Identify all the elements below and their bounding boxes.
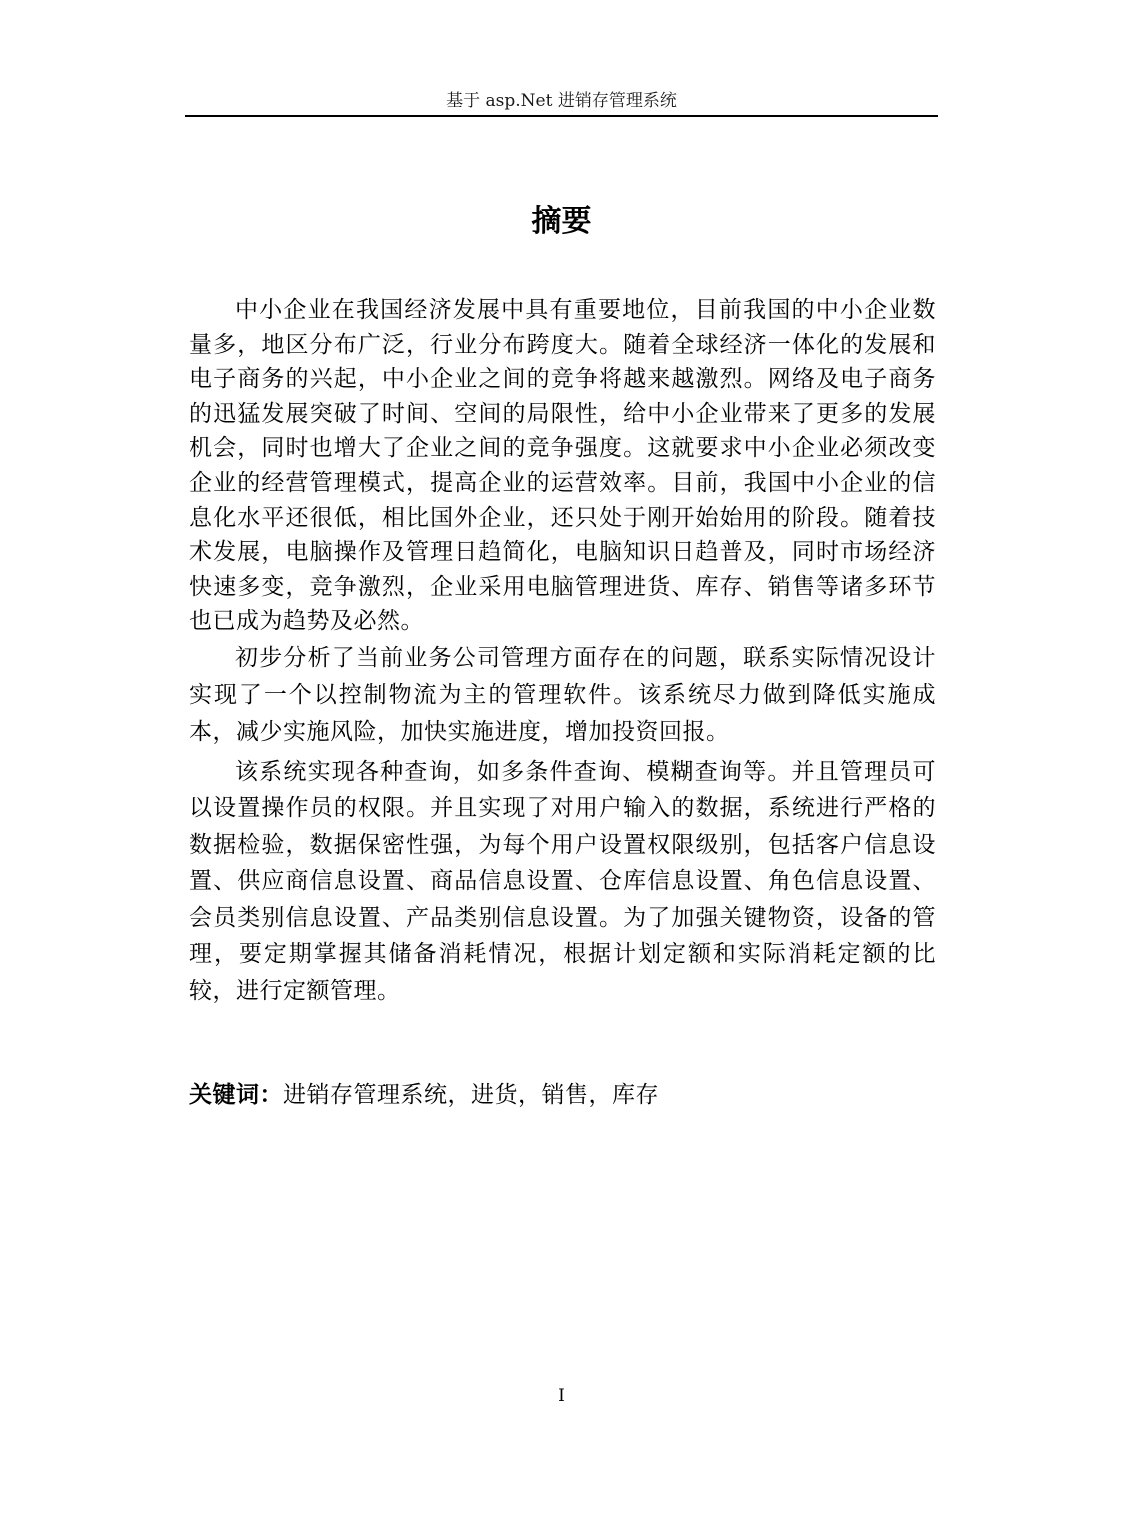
page-number: I bbox=[558, 1386, 565, 1406]
keywords-line bbox=[189, 1078, 936, 1112]
header-rule bbox=[185, 115, 938, 117]
abstract-paragraph-2: 初步分析了当前业务公司管理方面存在的问题，联系实际情况设计实现了一个以控制物流为主的管理软件。该系统尽力做到降低实施成本，减少实施风险，加快实施进度，增加投资回报。 bbox=[189, 644, 936, 745]
abstract-paragraph-3: 该系统实现各种查询，如多条件查询、模糊查询等。并且管理员可以设置操作员的权限。并且实现了对用户输入的数据，系统进行严格的数据检验，数据保密性强，为每个用户设置权限级别，包括客户信息设置、供应商信息设置、商品信息设置、仓库信息设置、角色信息设置、会员类别信息设置、产品类别信息设置。为了加强关键物资，设备的管理，要定期掌握其储备消耗情况，根据计划定额和实际消耗定额的比较，进行定额管理。 bbox=[189, 758, 936, 1004]
keywords-label: 关键词： bbox=[189, 1082, 283, 1108]
running-header: 基于 asp.Net 进销存管理系统 bbox=[446, 91, 677, 111]
keywords-text: 进销存管理系统，进货，销售，库存 bbox=[283, 1082, 659, 1108]
abstract-title: 摘要 bbox=[531, 204, 592, 239]
abstract-paragraph-1: 中小企业在我国经济发展中具有重要地位，目前我国的中小企业数量多，地区分布广泛，行业分布跨度大。随着全球经济一体化的发展和电子商务的兴起，中小企业之间的竞争将越来越激烈。网络及电子商务的迅猛发展突破了时间、空间的局限性，给中小企业带来了更多的发展机会，同时也增大了企业之间的竞争强度。这就要求中小企业必须改变企业的经营管理模式，提高企业的运营效率。目前，我国中小企业的信息化水平还很低，相比国外企业，还只处于刚开始始用的阶段。随着技术发展，电脑操作及管理日趋简化，电脑知识日趋普及，同时市场经济快速多变，竞争激烈，企业采用电脑管理进货、库存、销售等诸多环节也已成为趋势及必然。 bbox=[189, 297, 936, 635]
abstract-body bbox=[189, 293, 936, 1009]
